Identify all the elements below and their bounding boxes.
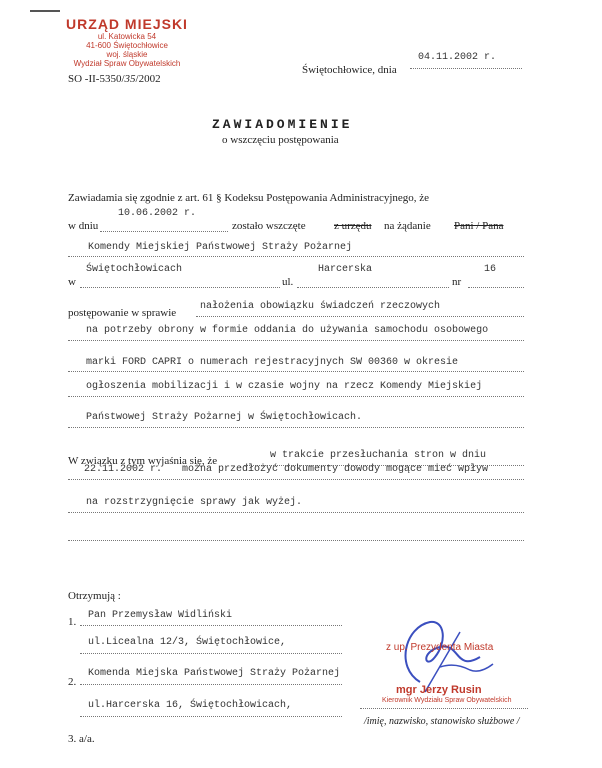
stamp-street: ul. Katowicka 54 (97, 32, 157, 41)
stamp-city: 41-600 Świętochłowice (86, 41, 168, 50)
nr-label: nr (452, 276, 462, 288)
document-title: ZAWIADOMIENIE (212, 117, 353, 132)
matter-line-1: nałożenia obowiązku świadczeń rzeczowych (200, 301, 441, 312)
document-subtitle: o wszczęciu postępowania (222, 134, 339, 146)
matter-dots-2 (68, 340, 524, 341)
date-line (410, 68, 522, 69)
street: Harcerska (318, 264, 373, 275)
postepowanie-label: postępowanie w sprawie (68, 307, 177, 319)
recipient-1-address: ul.Licealna 12/3, Świętochłowice, (88, 637, 287, 648)
explanation-line-2: można przedłożyć dokumenty dowody mogące mieć wpływ (182, 464, 489, 475)
matter-dots-3 (68, 371, 524, 372)
requester-line (68, 256, 524, 257)
wyjasnia-label: W związku z tym wyjaśnia się, że (68, 455, 218, 467)
matter-line-2: na potrzeby obrony w formie oddania do używania samochodu osobowego (86, 325, 489, 336)
stamp-region: woj. śląskie (106, 50, 148, 59)
ref-year: /2002 (135, 73, 161, 85)
ref-num: 35 (124, 73, 136, 85)
matter-line-3: marki FORD CAPRI o numerach rejestracyjnych SW 00360 w okresie (86, 357, 459, 368)
matter-dots-4 (68, 396, 524, 397)
city-line (80, 287, 280, 288)
ref-prefix: SO -II-5350/ (68, 73, 125, 85)
office-stamp (58, 16, 196, 68)
recipient-2-name: Komenda Miejska Państwowej Straży Pożarnej (88, 668, 341, 679)
signature-role: Kierownik Wydziału Spraw Obywatelskich (382, 697, 512, 704)
intro-text: Zawiadamia się zgodnie z art. 61 § Kodeksu Postępowania Administracyjnego, że (68, 192, 430, 204)
matter-dots-5 (68, 427, 524, 428)
w-label: w (68, 276, 76, 288)
struck-ex-officio: z urzędu (334, 220, 372, 232)
corner-mark (30, 10, 60, 12)
recipient-3-archive: 3. a/a. (68, 733, 95, 745)
recipient-1-name: Pan Przemysław Widliński (88, 610, 233, 621)
recipient-2-line-b (80, 716, 342, 717)
expl-dots-4 (68, 540, 524, 541)
explanation-line-3: na rozstrzygnięcie sprawy jak wyżej. (86, 497, 303, 508)
recipient-1-number: 1. (68, 616, 77, 628)
recipient-2-line-a (80, 684, 342, 685)
expl-dots-3 (68, 512, 524, 513)
na-zadanie-label: na żądanie (384, 220, 431, 232)
recipients-label: Otrzymują : (68, 590, 121, 602)
place-label: Świętochłowice, dnia (302, 64, 397, 76)
city: Świętochłowicach (86, 264, 183, 275)
w-dniu-label: w dniu (68, 220, 99, 232)
stamp-dept: Wydział Spraw Obywatelskich (73, 59, 181, 68)
zostalo-label: zostało wszczęte (232, 220, 306, 232)
struck-person: Pani / Pana (454, 220, 504, 232)
reference-number (68, 73, 161, 85)
house-number: 16 (484, 264, 497, 275)
recipient-1-line-b (80, 653, 342, 654)
signature-name: mgr Jerzy Rusin (396, 684, 482, 696)
signature-on-behalf: z up. Prezydenta Miasta (386, 642, 494, 653)
start-date-line (100, 231, 228, 232)
house-line (468, 287, 524, 288)
matter-line-4: ogłoszenia mobilizacji i w czasie wojny na rzecz Komendy Miejskiej (86, 381, 483, 392)
recipient-1-line-a (80, 625, 342, 626)
signature-line (360, 708, 528, 709)
matter-dots-1 (196, 316, 524, 317)
ul-label: ul. (282, 276, 294, 288)
expl-dots-2 (68, 479, 524, 480)
signature-caption: /imię, nazwisko, stanowisko służbowe / (364, 716, 520, 727)
explanation-date: 22.11.2002 r. (84, 464, 163, 475)
street-line (297, 287, 449, 288)
start-date: 10.06.2002 r. (118, 208, 197, 219)
explanation-line-1: w trakcie przesłuchania stron w dniu (270, 450, 487, 461)
stamp-office: URZĄD MIEJSKI (66, 16, 188, 32)
recipient-2-number: 2. (68, 676, 77, 688)
doc-date: 04.11.2002 r. (418, 52, 497, 63)
matter-line-5: Państwowej Straży Pożarnej w Świętochłowicach. (86, 412, 363, 423)
recipient-2-address: ul.Harcerska 16, Świętochłowicach, (88, 700, 293, 711)
requester: Komendy Miejskiej Państwowej Straży Pożarnej (88, 242, 353, 253)
